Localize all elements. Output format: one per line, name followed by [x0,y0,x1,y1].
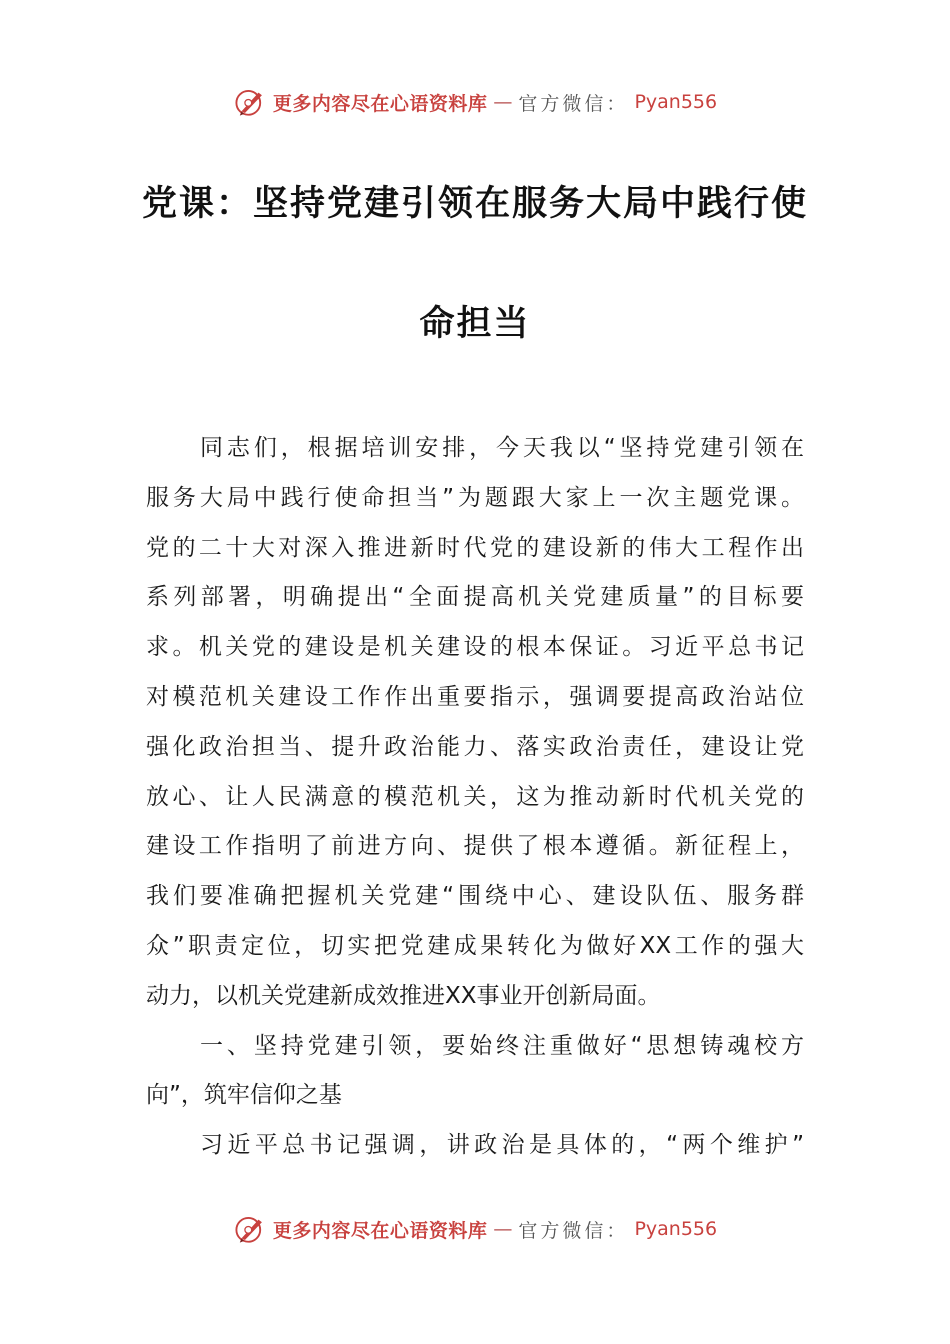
body-line: 党的二十大对深入推进新时代党的建设新的伟大工程作出 [146,534,804,561]
body-line: 强化政治担当、提升政治能力、落实政治责任，建设让党 [146,733,804,760]
footer-watermark [0,1209,950,1249]
body-line: 动力，以机关党建新成效推进XX事业开创新局面。 [146,982,661,1009]
body-line: 服务大局中践行使命担当”为题跟大家上一次主题党课。 [146,484,804,511]
watermark-wechat-id: Pyan556 [634,1218,718,1240]
pen-circle-logo-icon [233,85,267,119]
body-line: 同志们，根据培训安排，今天我以“坚持党建引领在 [200,435,804,461]
body-line: 对模范机关建设工作作出重要指示，强调要提高政治站位 [146,683,804,710]
body-line: 系列部署，明确提出“全面提高机关党建质量”的目标要 [146,584,804,611]
body-line: 放心、让人民满意的模范机关，这为推动新时代机关党的 [146,783,804,810]
document-title-line-1: 党课：坚持党建引领在服务大局中践行使 [141,184,808,224]
section-heading-line: 向”，筑牢信仰之基 [146,1082,342,1109]
watermark-official-label: 官方微信： [518,92,629,115]
section-heading-line: 一、坚持党建引领，要始终注重做好“思想铸魂校方 [200,1032,804,1059]
watermark-dash: — [493,91,513,113]
body-line: 求。机关党的建设是机关建设的根本保证。习近平总书记 [146,634,804,661]
body-line: 建设工作指明了前进方向、提供了根本遵循。新征程上， [146,833,804,860]
document-body [146,424,804,1171]
watermark-brand: 更多内容尽在心语资料库 [272,1219,488,1242]
body-line: 众”职责定位，切实把党建成果转化为做好XX工作的强大 [146,932,804,959]
watermark-dash: — [493,1218,513,1240]
pen-circle-logo-icon [233,1212,267,1246]
document-title-line-2: 命担当 [419,304,531,344]
watermark-official-label: 官方微信： [518,1219,629,1242]
body-line: 我们要准确把握机关党建“围绕中心、建设队伍、服务群 [146,883,804,910]
watermark-brand: 更多内容尽在心语资料库 [272,92,488,115]
watermark-wechat-id: Pyan556 [634,91,718,113]
body-line: 习近平总书记强调，讲政治是具体的，“两个维护” [200,1132,804,1159]
header-watermark [0,82,950,122]
